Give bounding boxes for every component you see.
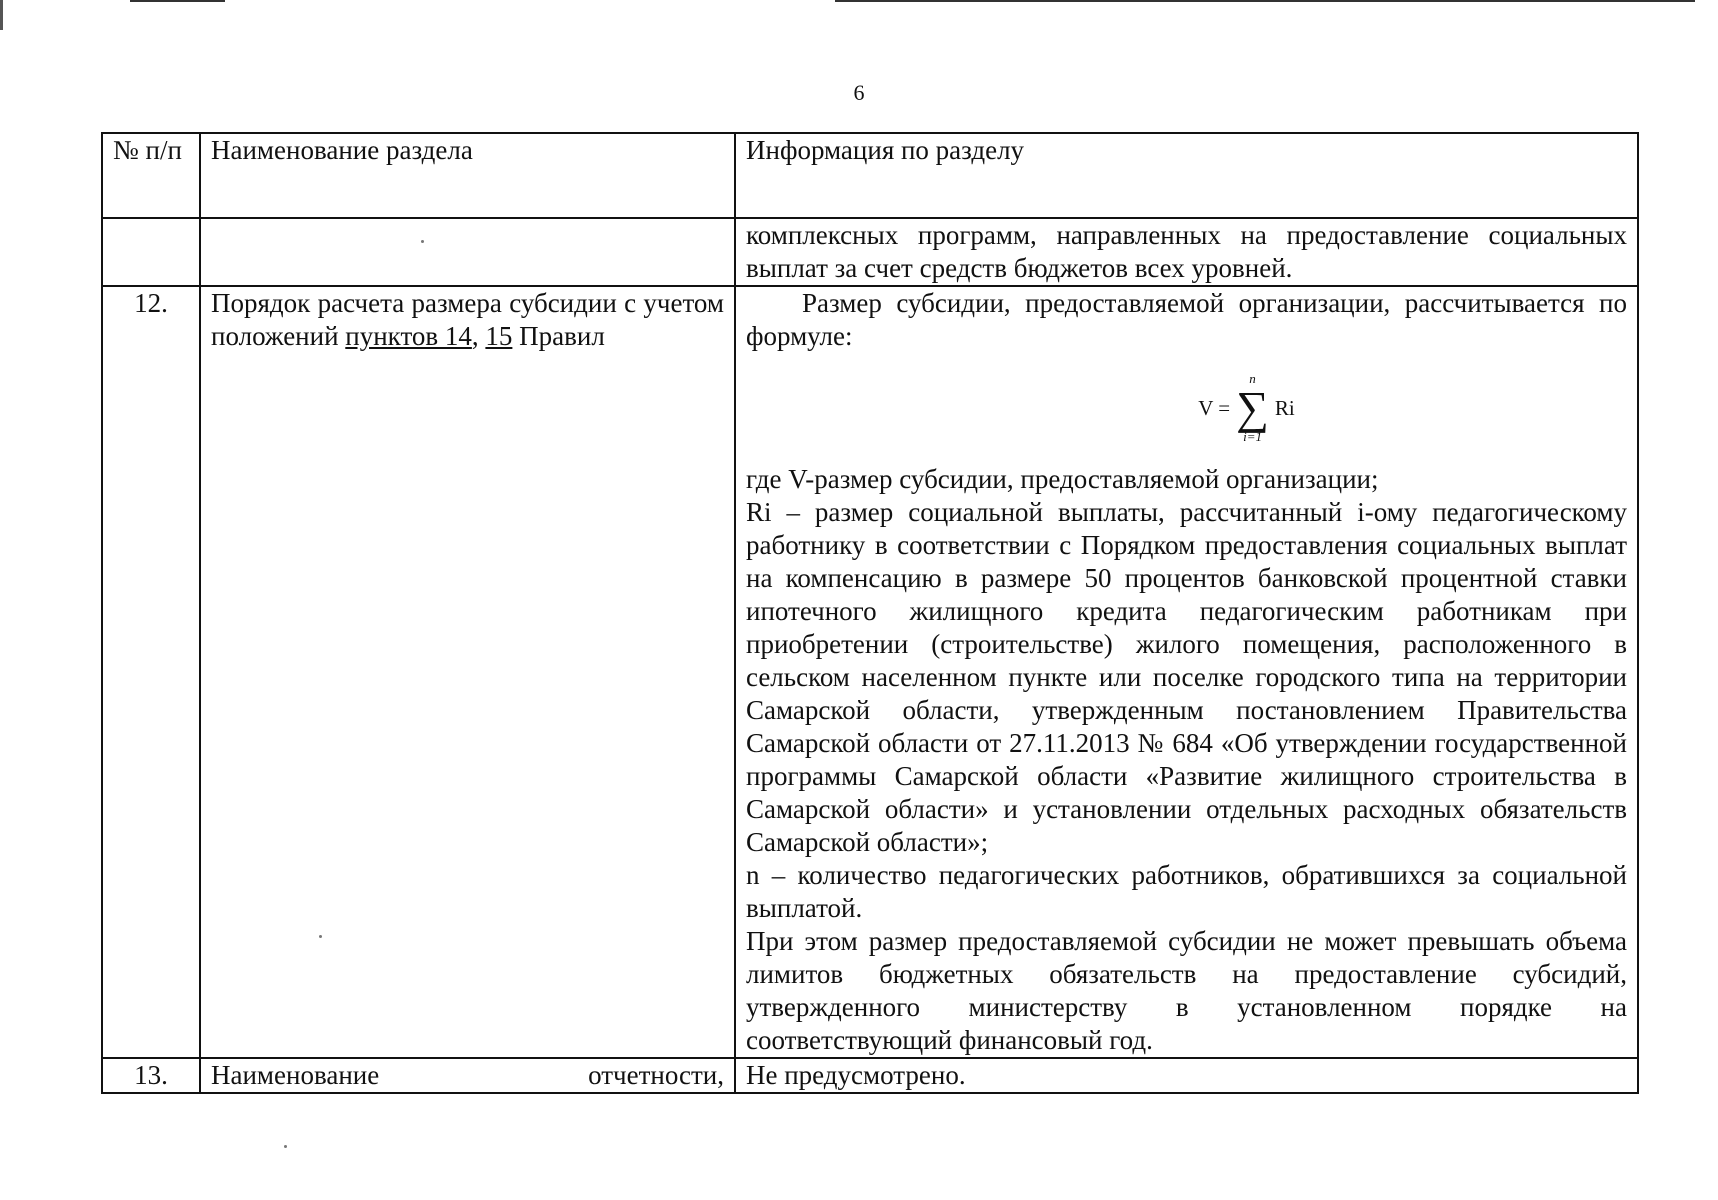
sigma-icon: ∑ [1236, 382, 1269, 433]
link-separator: , [471, 321, 486, 351]
section-text [211, 1059, 724, 1092]
table-row-continuation [102, 218, 1638, 286]
scan-top-line [130, 0, 225, 2]
formula-intro: Размер субсидии, предоставляемой организации, рассчитывается по формуле: [746, 288, 1627, 351]
definition-ri: Ri – размер социальной выплаты, рассчитанный i-ому педагогическому работнику в соответствии с Порядком предоставления социальных выплат на компенсацию в размере 50 процентов банковской процентной ставки ипотечного жилищного кредита педагогическим работникам при приобретении (строительстве) жилого помещения, расположенного в сельском населенном пункте или поселке городского типа на территории Самарской области, утвержденным постановлением Правительства Самарской области от 27.11.2013 № 684 «Об утверждении государственной программы Самарской области «Развитие жилищного строительства в Самарской области» и установлении отдельных расходных обязательств Самарской области»; [746, 497, 1627, 857]
link-item-14[interactable]: пунктов 14 [345, 321, 472, 351]
row-section [200, 1058, 735, 1093]
row-number: 12. [102, 286, 200, 1058]
section-text: Порядок расчета размера субсидии с учетом положений [211, 288, 724, 351]
row-number: 13. [102, 1058, 200, 1093]
section-text-end: Правил [512, 321, 605, 351]
subsidy-formula [866, 353, 1627, 463]
header-section: Наименование раздела [200, 133, 735, 218]
subsidy-limit-note: При этом размер предоставляемой субсидии не может превышать объема лимитов бюджетных обязательств на предоставление субсидий, утвержденного министерству в установленном порядке на соответствующий финансовый год. [746, 926, 1627, 1055]
formula-rhs: Ri [1274, 395, 1295, 420]
link-item-15[interactable]: 15 [485, 321, 513, 351]
sum-symbol [1236, 372, 1269, 444]
header-info: Информация по разделу [735, 133, 1638, 218]
scan-speck [319, 935, 322, 938]
section-word: отчетности, [588, 1060, 724, 1090]
sum-upper-limit: n [1249, 371, 1256, 386]
row-info: Не предусмотрено. [735, 1058, 1638, 1093]
row-info [735, 286, 1638, 1058]
row-section [200, 286, 735, 1058]
table-row-13 [102, 1058, 1638, 1093]
scan-top-line [835, 0, 1695, 2]
header-number: № п/п [102, 133, 200, 218]
scan-speck [284, 1145, 287, 1148]
cell-section [200, 218, 735, 286]
formula-lhs: V = [1198, 395, 1231, 420]
document-table [101, 132, 1639, 1094]
cell-info: комплексных программ, направленных на предоставление социальных выплат за счет средств бюджетов всех уровней. [735, 218, 1638, 286]
sum-lower-limit: i=1 [1243, 429, 1262, 444]
definition-n: n – количество педагогических работников, обратившихся за социальной выплатой. [746, 860, 1627, 923]
scan-edge-mark [0, 0, 3, 30]
scan-speck [421, 240, 424, 243]
definition-v: где V-размер субсидии, предоставляемой организации; [746, 464, 1379, 494]
page-number: 6 [853, 80, 865, 105]
table-header-row [102, 133, 1638, 218]
table-row-12 [102, 286, 1638, 1058]
cell-number [102, 218, 200, 286]
section-word: Наименование [211, 1060, 380, 1090]
